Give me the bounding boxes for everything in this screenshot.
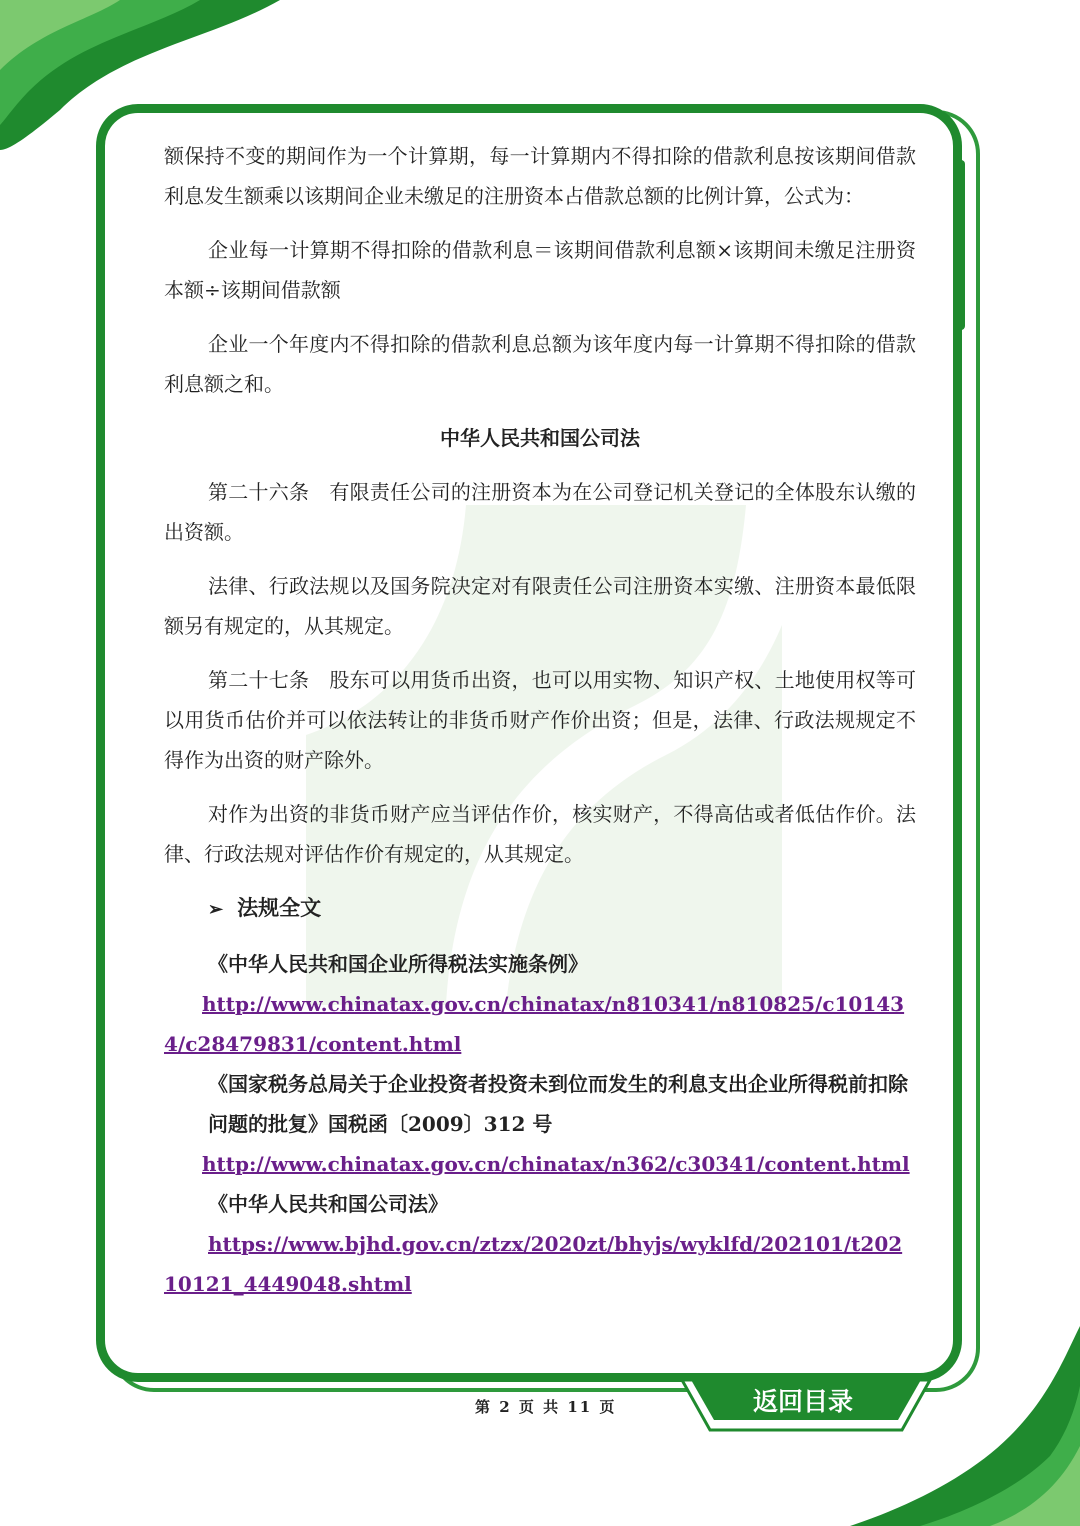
document-body — [164, 136, 916, 1304]
law-link-block — [164, 1144, 916, 1184]
back-to-contents-button[interactable] — [676, 1378, 936, 1434]
article-26: 第二十六条 有限责任公司的注册资本为在公司登记机关登记的全体股东认缴的出资额。 — [164, 480, 916, 544]
paragraph: 对作为出资的非货币财产应当评估作价，核实财产，不得高估或者低估作价。法律、行政法规对评估作价有规定的，从其规定。 — [164, 802, 916, 866]
law-link[interactable]: http://www.chinatax.gov.cn/chinatax/n362/c30341/content.html — [202, 1152, 910, 1176]
law-link[interactable]: https://www.bjhd.gov.cn/ztzx/2020zt/bhyjs/wyklfd/202101/t20210121_4449048.shtml — [164, 1232, 903, 1296]
page-number: 第 2 页 共 11 页 — [475, 1398, 617, 1416]
law-title: 《中华人民共和国公司法》 — [208, 1192, 448, 1216]
back-to-contents-label: 返回目录 — [752, 1387, 853, 1416]
section-heading — [164, 888, 916, 930]
arrow-icon: ➢ — [208, 899, 224, 920]
paragraph: 法律、行政法规以及国务院决定对有限责任公司注册资本实缴、注册资本最低限额另有规定的，从其规定。 — [164, 574, 916, 638]
card-side-stripe — [955, 160, 965, 330]
formula-paragraph: 企业每一计算期不得扣除的借款利息＝该期间借款利息额×该期间未缴足注册资本额÷该期间借款额 — [164, 238, 916, 302]
law-link-block — [164, 984, 916, 1064]
article-27: 第二十七条 股东可以用货币出资，也可以用实物、知识产权、土地使用权等可以用货币估价并可以依法转让的非货币财产作价出资；但是，法律、行政法规规定不得作为出资的财产除外。 — [164, 668, 916, 772]
paragraph: 额保持不变的期间作为一个计算期，每一计算期内不得扣除的借款利息按该期间借款利息发生额乘以该期间企业未缴足的注册资本占借款总额的比例计算，公式为： — [164, 144, 916, 208]
law-link-block — [164, 1224, 916, 1304]
section-title: 法规全文 — [237, 895, 322, 920]
law-title: 《中华人民共和国企业所得税法实施条例》 — [208, 952, 588, 976]
paragraph: 企业一个年度内不得扣除的借款利息总额为该年度内每一计算期不得扣除的借款利息额之和。 — [164, 332, 916, 396]
law-title: 《国家税务总局关于企业投资者投资未到位而发生的利息支出企业所得税前扣除问题的批复》国税函〔2009〕312 号 — [208, 1072, 908, 1136]
law-link[interactable]: http://www.chinatax.gov.cn/chinatax/n810341/n810825/c101434/c28479831/content.html — [164, 992, 905, 1056]
law-heading: 中华人民共和国公司法 — [440, 426, 640, 450]
